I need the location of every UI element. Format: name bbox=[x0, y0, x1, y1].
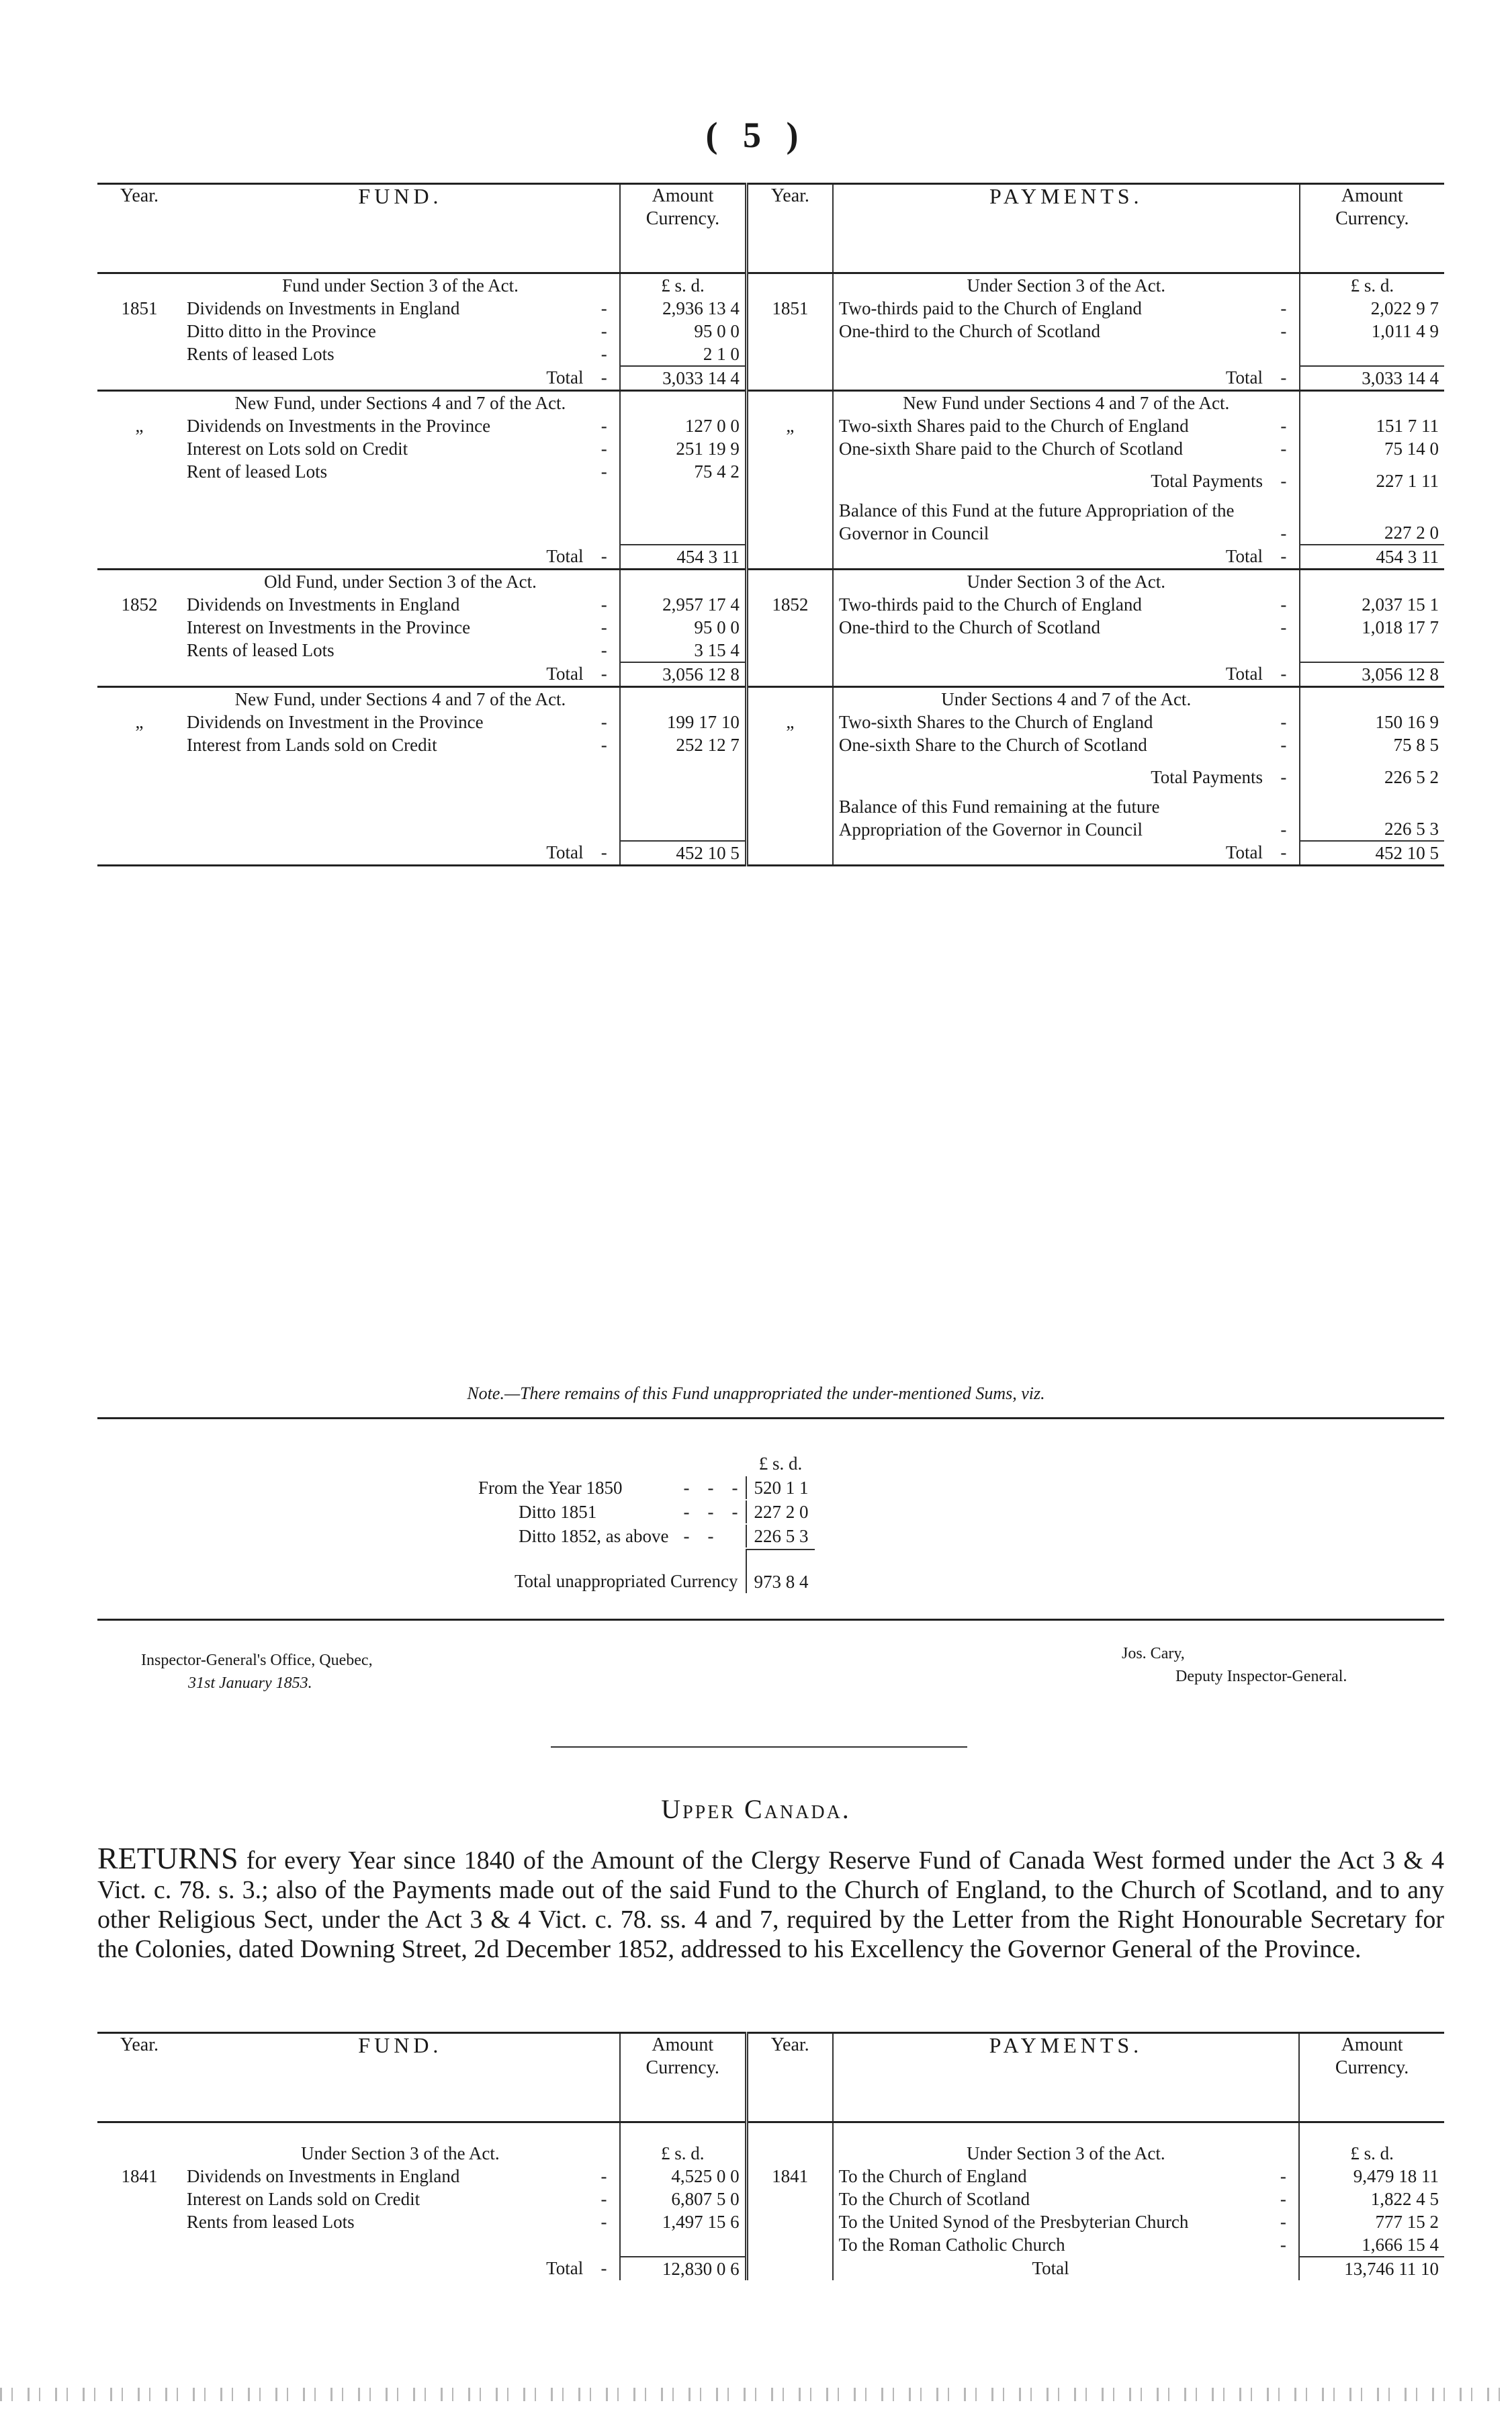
year-cell: 1841 bbox=[746, 2165, 832, 2188]
lsd-label: £ s. d. bbox=[620, 273, 746, 298]
year-cell: „ bbox=[135, 712, 144, 732]
fund-total: 3,033 14 4 bbox=[620, 366, 746, 391]
ledger-row: Rents of leased Lots - 3 15 4 bbox=[97, 639, 1444, 662]
unappropriated-note: Note.—There remains of this Fund unappropriated the under-mentioned Sums, viz. bbox=[467, 1384, 1045, 1403]
total-label: Total bbox=[833, 366, 1268, 391]
section-heading-row bbox=[97, 273, 1444, 298]
ledger-row: 1851 Dividends on Investments in England - 2,936 13 4 1851 Two-thirds paid to the Church of England - 2,022 9 7 bbox=[97, 297, 1444, 320]
clergy-fund-table-1841 bbox=[97, 2032, 1444, 2280]
total-payments-label: Total Payments bbox=[1151, 767, 1263, 787]
payment-amount: 75 14 0 bbox=[1300, 437, 1444, 460]
payment-section-heading: Under Sections 4 and 7 of the Act. bbox=[941, 689, 1192, 709]
payment-item: One-third to the Church of Scotland bbox=[838, 321, 1101, 341]
total-label: Total bbox=[181, 366, 589, 391]
signatory-name: Jos. Cary, bbox=[1122, 1645, 1185, 1662]
payment-item: To the Roman Catholic Church bbox=[838, 2235, 1065, 2255]
payment-item: To the United Synod of the Presbyterian Church bbox=[838, 2212, 1189, 2232]
fund-item: Interest from Lands sold on Credit bbox=[186, 735, 437, 755]
upper-canada-title: Upper Canada. bbox=[661, 1794, 851, 1824]
lsd-label: £ s. d. bbox=[1299, 2122, 1444, 2165]
total-row: Total - 452 10 5 Total - 452 10 5 bbox=[97, 841, 1444, 866]
fund-amount: 3 15 4 bbox=[620, 639, 746, 662]
fund-total: 12,830 0 6 bbox=[620, 2257, 746, 2280]
fund-item: Interest on Investments in the Province bbox=[186, 617, 471, 637]
signatory-title: Deputy Inspector-General. bbox=[1175, 1668, 1347, 1685]
fund-amount: 95 0 0 bbox=[620, 616, 746, 639]
total-label: Total bbox=[181, 662, 589, 687]
unappropriated-label: Ditto 1852, as above bbox=[519, 1526, 669, 1546]
ledger-row: 1852 Dividends on Investments in England - 2,957 17 4 1852 Two-thirds paid to the Church of England - 2,037 15 1 bbox=[97, 593, 1444, 616]
payment-amount: 777 15 2 bbox=[1299, 2210, 1444, 2233]
fund-amount: 95 0 0 bbox=[620, 320, 746, 343]
amount-header: Amount Currency. bbox=[620, 2033, 746, 2122]
total-row: Total - 12,830 0 6 Total 13,746 11 10 bbox=[97, 2257, 1444, 2280]
fund-amount: 4,525 0 0 bbox=[620, 2165, 746, 2188]
ledger-row: Rent of leased Lots - 75 4 2 Total Payments - 227 1 11 bbox=[97, 460, 1444, 492]
unappropriated-label: Ditto 1851 bbox=[519, 1502, 597, 1522]
year-cell: „ bbox=[746, 711, 832, 733]
payment-amount: 1,666 15 4 bbox=[1299, 2233, 1444, 2257]
fund-item: Rents of leased Lots bbox=[186, 640, 335, 660]
ledger-row: Interest on Lands sold on Credit - 6,807 5 0 To the Church of Scotland - 1,822 4 5 bbox=[97, 2188, 1444, 2210]
payment-amount: 2,037 15 1 bbox=[1300, 593, 1444, 616]
ledger-row: Interest from Lands sold on Credit - 252 12 7 One-sixth Share to the Church of Scotland - 75 8 5 bbox=[97, 733, 1444, 756]
unappropriated-total-label: Total unappropriated Currency bbox=[514, 1571, 738, 1591]
fund-amount: 6,807 5 0 bbox=[620, 2188, 746, 2210]
table-header-row bbox=[97, 2033, 1444, 2122]
total-payments-label: Total Payments bbox=[1151, 471, 1263, 491]
payment-amount: 1,011 4 9 bbox=[1300, 320, 1444, 343]
payment-total: 3,033 14 4 bbox=[1300, 366, 1444, 391]
year-cell: „ bbox=[135, 416, 144, 436]
table-header-row bbox=[97, 184, 1444, 273]
fund-amount: 1,497 15 6 bbox=[620, 2210, 746, 2233]
payment-amount: 150 16 9 bbox=[1300, 711, 1444, 733]
payment-item: One-sixth Share to the Church of Scotland bbox=[838, 735, 1147, 755]
clergy-fund-table-1850s bbox=[97, 183, 1444, 866]
scan-noise bbox=[0, 2388, 1512, 2401]
amount-header: Amount Currency. bbox=[1300, 184, 1444, 273]
year-cell: 1841 bbox=[121, 2166, 158, 2186]
fund-item: Dividends on Investments in England bbox=[186, 298, 460, 318]
fund-item: Dividends on Investment in the Province bbox=[186, 712, 484, 732]
balance-item: Balance of this Fund remaining at the future Appropriation of the Governor in Council bbox=[838, 797, 1160, 840]
unappropriated-amount: 520 1 1 bbox=[746, 1476, 815, 1499]
fund-amount: 252 12 7 bbox=[620, 733, 746, 756]
lsd-label: £ s. d. bbox=[620, 2122, 746, 2165]
total-label: Total bbox=[1032, 2258, 1069, 2278]
year-header: Year. bbox=[97, 184, 181, 273]
returns-text: for every Year since 1840 of the Amount of the Clergy Reserve Fund of Canada West formed under the Act 3 & 4 Vict. c. 78. s. 3.; also of the Payments made out of the said Fund to the Church of England, to the Church of Scotland, and to any other Religious Sect, under the Act 3 & 4 Vict. c. 78. ss. 4 and 7, required by the Letter from the Right Honourable Secretary for the Colonies, dated Downing Street, 2d December 1852, addressed to his Excellency the Governor General of the Province. bbox=[97, 1846, 1444, 1963]
fund-item: Interest on Lands sold on Credit bbox=[186, 2189, 420, 2209]
ledger-row: To the Roman Catholic Church - 1,666 15 4 bbox=[97, 2233, 1444, 2257]
year-cell: 1852 bbox=[121, 594, 158, 615]
fund-total: 452 10 5 bbox=[620, 841, 746, 866]
fund-item: Interest on Lots sold on Credit bbox=[186, 439, 408, 459]
year-header: Year. bbox=[97, 2033, 181, 2122]
payment-total: 13,746 11 10 bbox=[1299, 2257, 1444, 2280]
fund-amount: 75 4 2 bbox=[620, 460, 746, 492]
total-label: Total bbox=[546, 2258, 584, 2278]
ledger-row: „ Dividends on Investment in the Province - 199 17 10 „ Two-sixth Shares to the Church of England - 150 16 9 bbox=[97, 711, 1444, 733]
fund-item: Rents of leased Lots bbox=[186, 344, 335, 364]
rule bbox=[97, 1417, 1444, 1419]
year-cell: 1852 bbox=[746, 593, 832, 616]
fund-item: Ditto ditto in the Province bbox=[186, 321, 376, 341]
page-number: ( 5 ) bbox=[705, 115, 807, 155]
ledger-row: Interest on Lots sold on Credit - 251 19 9 One-sixth Share paid to the Church of Scotland - 75 14 0 bbox=[97, 437, 1444, 460]
payment-section-heading: New Fund under Sections 4 and 7 of the Act. bbox=[903, 393, 1230, 413]
payment-amount: 75 8 5 bbox=[1300, 733, 1444, 756]
fund-item: Dividends on Investments in England bbox=[186, 594, 460, 615]
ledger-row: Balance of this Fund at the future Appropriation of the Governor in Council - 227 2 0 bbox=[97, 492, 1444, 545]
ledger-row: „ Dividends on Investments in the Province - 127 0 0 „ Two-sixth Shares paid to the Church of England - 151 7 11 bbox=[97, 414, 1444, 437]
balance-amount: 227 2 0 bbox=[1300, 492, 1444, 545]
fund-total: 3,056 12 8 bbox=[620, 662, 746, 687]
payment-section-heading: Under Section 3 of the Act. bbox=[967, 275, 1165, 296]
total-label: Total bbox=[181, 841, 589, 866]
unappropriated-row: Ditto 1851 - - - 227 2 0 bbox=[472, 1500, 815, 1523]
payment-amount: 9,479 18 11 bbox=[1299, 2165, 1444, 2188]
payment-amount: 2,022 9 7 bbox=[1300, 297, 1444, 320]
total-label: Total bbox=[833, 662, 1268, 687]
year-cell: „ bbox=[746, 414, 832, 437]
unappropriated-total-row bbox=[472, 1549, 815, 1593]
lsd-label: £ s. d. bbox=[758, 1453, 803, 1474]
amount-header: Amount Currency. bbox=[1299, 2033, 1444, 2122]
unappropriated-sums-table bbox=[470, 1451, 816, 1595]
fund-item: Rents from leased Lots bbox=[186, 2212, 355, 2232]
fund-item: Rent of leased Lots bbox=[186, 461, 328, 482]
payment-item: To the Church of Scotland bbox=[838, 2189, 1030, 2209]
payment-item: Two-sixth Shares to the Church of England bbox=[838, 712, 1153, 732]
fund-section-heading: Under Section 3 of the Act. bbox=[301, 2143, 500, 2163]
fund-header: FUND. bbox=[181, 2033, 620, 2122]
total-label: Total bbox=[833, 545, 1268, 570]
office-block bbox=[141, 1649, 373, 1695]
fund-amount: 2,957 17 4 bbox=[620, 593, 746, 616]
total-row: Total - 3,033 14 4 Total - 3,033 14 4 bbox=[97, 366, 1444, 391]
office-name: Inspector-General's Office, Quebec, bbox=[141, 1652, 373, 1669]
fund-item: Dividends on Investments in England bbox=[186, 2166, 460, 2186]
payments-header: PAYMENTS. bbox=[833, 184, 1300, 273]
payment-item: One-sixth Share paid to the Church of Scotland bbox=[838, 439, 1183, 459]
signature-block bbox=[1122, 1642, 1347, 1688]
total-row: Total - 3,056 12 8 Total - 3,056 12 8 bbox=[97, 662, 1444, 687]
section-heading-row bbox=[97, 687, 1444, 711]
fund-amount: 127 0 0 bbox=[620, 414, 746, 437]
section-separator bbox=[551, 1746, 967, 1748]
payment-amount: 1,822 4 5 bbox=[1299, 2188, 1444, 2210]
payment-total: 3,056 12 8 bbox=[1300, 662, 1444, 687]
fund-header: FUND. bbox=[181, 184, 620, 273]
fund-amount: 2,936 13 4 bbox=[620, 297, 746, 320]
total-payments: 227 1 11 bbox=[1300, 460, 1444, 492]
section-heading-row bbox=[97, 2122, 1444, 2165]
payment-item: Two-thirds paid to the Church of England bbox=[838, 594, 1142, 615]
payment-amount: 151 7 11 bbox=[1300, 414, 1444, 437]
unappropriated-total: 973 8 4 bbox=[746, 1549, 815, 1593]
amount-header: Amount Currency. bbox=[620, 184, 746, 273]
year-header: Year. bbox=[746, 2033, 832, 2122]
payment-item: Two-thirds paid to the Church of England bbox=[838, 298, 1142, 318]
payment-item: To the Church of England bbox=[838, 2166, 1027, 2186]
total-label: Total bbox=[181, 545, 589, 570]
ledger-row: Rents of leased Lots - 2 1 0 bbox=[97, 343, 1444, 366]
unappropriated-row: From the Year 1850 - - - 520 1 1 bbox=[472, 1476, 815, 1499]
ledger-row: Interest on Investments in the Province - 95 0 0 One-third to the Church of Scotland - 1,018 17 7 bbox=[97, 616, 1444, 639]
payment-total: 452 10 5 bbox=[1300, 841, 1444, 866]
fund-total: 454 3 11 bbox=[620, 545, 746, 570]
fund-section-heading: New Fund, under Sections 4 and 7 of the Act. bbox=[234, 393, 566, 413]
office-date: 31st January 1853. bbox=[188, 1674, 312, 1692]
unappropriated-amount: 227 2 0 bbox=[746, 1500, 815, 1523]
total-label: Total bbox=[833, 841, 1268, 866]
payment-total: 454 3 11 bbox=[1300, 545, 1444, 570]
fund-section-heading: Old Fund, under Section 3 of the Act. bbox=[264, 572, 537, 592]
returns-lead-word: RETURNS bbox=[97, 1841, 238, 1875]
unappropriated-label: From the Year 1850 bbox=[478, 1478, 623, 1498]
payment-item: Two-sixth Shares paid to the Church of England bbox=[838, 416, 1189, 436]
payment-section-heading: Under Section 3 of the Act. bbox=[967, 572, 1165, 592]
unappropriated-amount: 226 5 3 bbox=[746, 1525, 815, 1547]
fund-section-heading: Fund under Section 3 of the Act. bbox=[282, 275, 519, 296]
fund-amount: 251 19 9 bbox=[620, 437, 746, 460]
fund-amount: 2 1 0 bbox=[620, 343, 746, 366]
balance-amount: 226 5 3 bbox=[1300, 789, 1444, 841]
ledger-row: Total Payments - 226 5 2 bbox=[97, 756, 1444, 789]
section-heading-row bbox=[97, 391, 1444, 415]
returns-description bbox=[97, 1841, 1444, 1964]
lsd-label: £ s. d. bbox=[1300, 273, 1444, 298]
total-payments: 226 5 2 bbox=[1300, 756, 1444, 789]
ledger-row: Ditto ditto in the Province - 95 0 0 One-third to the Church of Scotland - 1,011 4 9 bbox=[97, 320, 1444, 343]
ledger-row: Rents from leased Lots - 1,497 15 6 To the United Synod of the Presbyterian Church - 777 15 2 bbox=[97, 2210, 1444, 2233]
fund-amount: 199 17 10 bbox=[620, 711, 746, 733]
ledger-row: 1841 Dividends on Investments in England - 4,525 0 0 1841 To the Church of England - 9,479 18 11 bbox=[97, 2165, 1444, 2188]
section-heading-row bbox=[97, 570, 1444, 594]
fund-item: Dividends on Investments in the Province bbox=[186, 416, 491, 436]
payment-section-heading: Under Section 3 of the Act. bbox=[967, 2143, 1165, 2163]
payment-item: One-third to the Church of Scotland bbox=[838, 617, 1101, 637]
year-cell: 1851 bbox=[746, 297, 832, 320]
balance-item: Balance of this Fund at the future Appropriation of the Governor in Council bbox=[838, 500, 1235, 543]
year-header: Year. bbox=[746, 184, 832, 273]
ledger-row: Balance of this Fund remaining at the future Appropriation of the Governor in Council - 226 5 3 bbox=[97, 789, 1444, 841]
year-cell: 1851 bbox=[121, 298, 158, 318]
total-row: Total - 454 3 11 Total - 454 3 11 bbox=[97, 545, 1444, 570]
unappropriated-row: Ditto 1852, as above - - 226 5 3 bbox=[472, 1525, 815, 1547]
rule bbox=[97, 1619, 1444, 1621]
fund-section-heading: New Fund, under Sections 4 and 7 of the Act. bbox=[234, 689, 566, 709]
payment-amount: 1,018 17 7 bbox=[1300, 616, 1444, 639]
payments-header: PAYMENTS. bbox=[833, 2033, 1300, 2122]
